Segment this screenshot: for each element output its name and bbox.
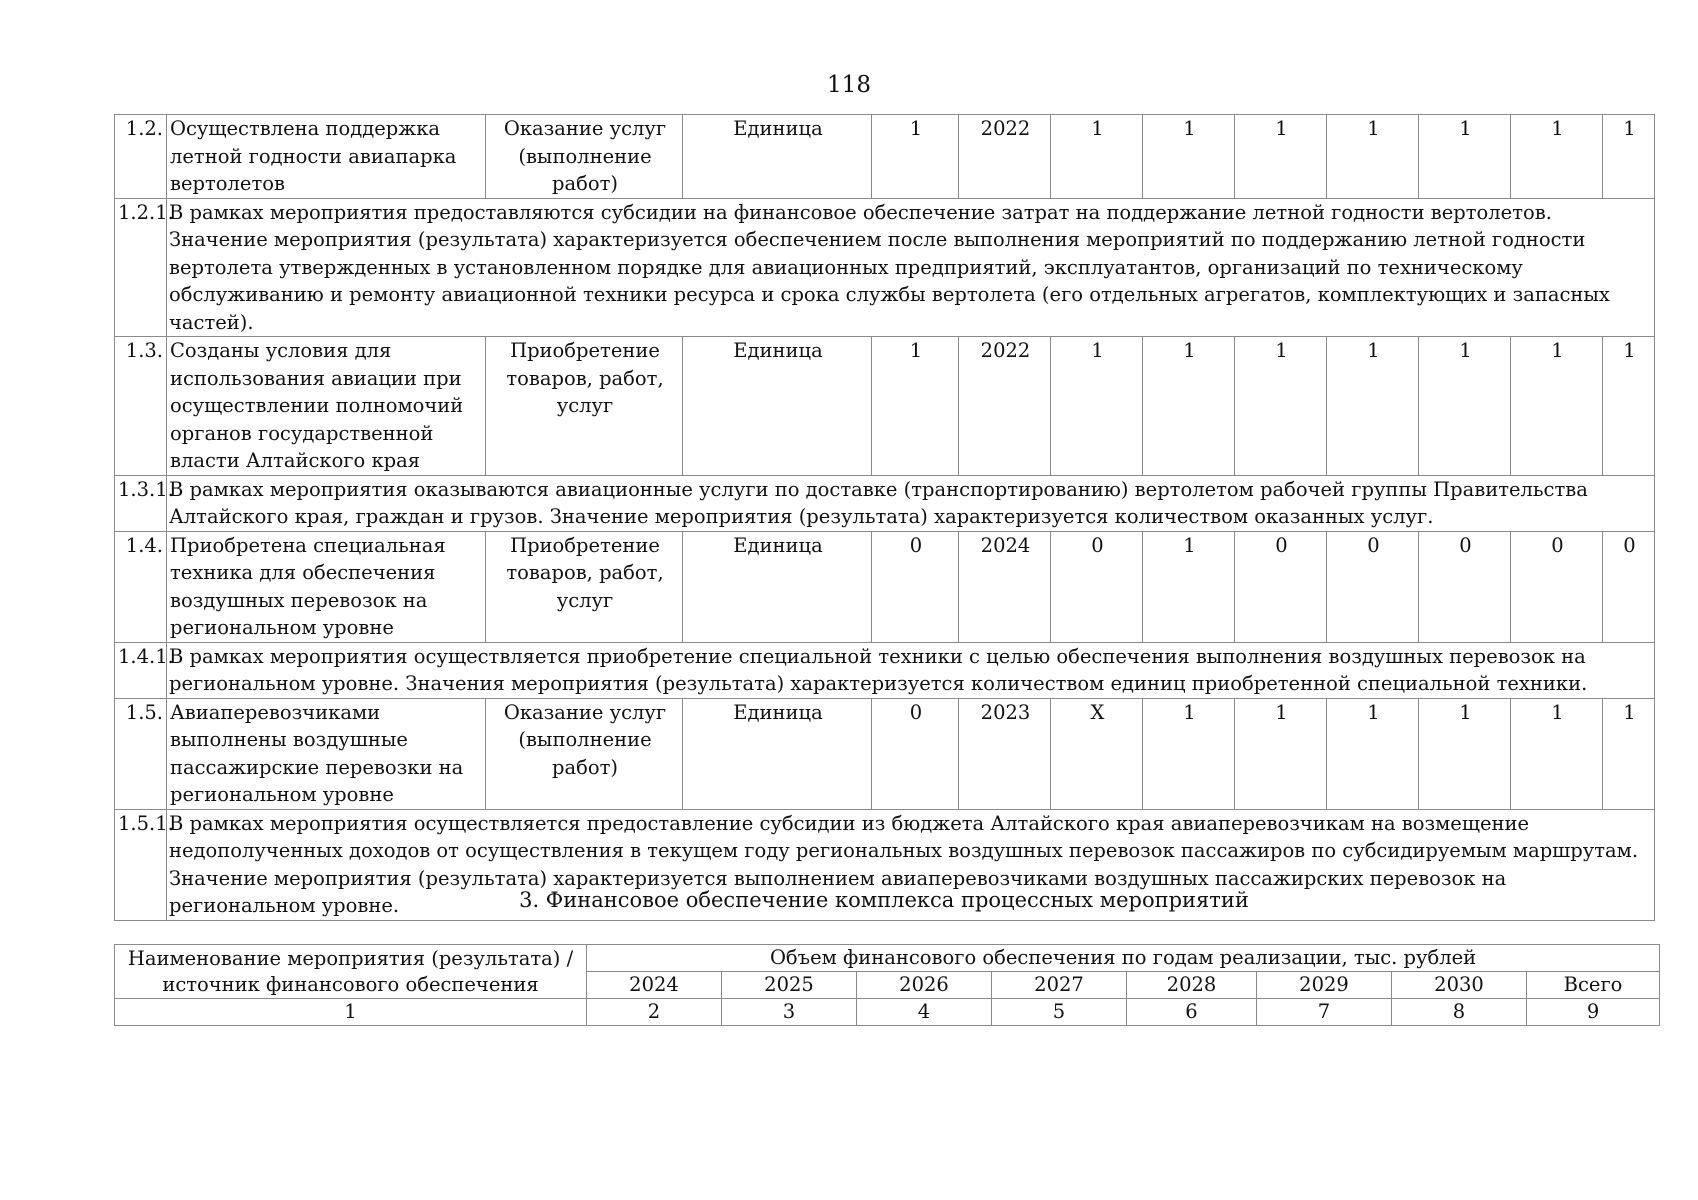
result-number: 1.4. [115,531,167,642]
result-type: Оказание услуг (выполнение работ) [486,115,683,199]
result-year-value: 1 [1327,337,1419,476]
result-description-row [115,198,1655,337]
description-number: 1.2.1. [115,198,167,337]
result-unit: Единица [683,115,872,199]
result-base-year: 2023 [959,698,1051,809]
finance-name-header: Наименование мероприятия (результата) / источник финансового обеспечения [115,945,587,999]
result-name: Созданы условия для использования авиации при осуществлении полномочий органов государственной власти Алтайского края [167,337,486,476]
finance-year-header: 2027 [992,972,1127,999]
result-year-value: 1 [1511,115,1603,199]
section-title: 3. Финансовое обеспечение комплекса процессных мероприятий [519,888,1249,912]
result-year-value: 1 [1419,337,1511,476]
result-name: Авиаперевозчиками выполнены воздушные пассажирские перевозки на региональном уровне [167,698,486,809]
result-base-value: 1 [872,337,959,476]
result-year-value: 1 [1603,115,1655,199]
finance-column-number: 7 [1257,999,1392,1026]
description-number: 1.5.1. [115,809,167,920]
result-year-value: 1 [1143,115,1235,199]
result-description: В рамках мероприятия оказываются авиационные услуги по доставке (транспортированию) вертолетом рабочей группы Правительства Алтайского края, граждан и грузов. Значение мероприятия (результата) характеризуется количеством оказанных услуг. [167,475,1655,531]
result-year-value: X [1051,698,1143,809]
result-year-value: 1 [1327,115,1419,199]
result-type: Приобретение товаров, работ, услуг [486,531,683,642]
result-year-value: 1 [1235,698,1327,809]
finance-year-header: 2024 [587,972,722,999]
result-unit: Единица [683,531,872,642]
finance-year-header: 2025 [722,972,857,999]
finance-year-header: 2026 [857,972,992,999]
finance-column-number: 4 [857,999,992,1026]
result-description: В рамках мероприятия предоставляются субсидии на финансовое обеспечение затрат на поддержание летной годности вертолетов. Значение мероприятия (результата) характеризуется обеспечением после выполнения мероприятий по поддержанию летной годности вертолета утвержденных в установленном порядке для авиационных предприятий, эксплуатантов, организаций по техническому обслуживанию и ремонту авиационной техники ресурса и срока службы вертолета (его отдельных агрегатов, комплектующих и запасных частей). [167,198,1655,337]
result-year-value: 1 [1051,115,1143,199]
result-year-value: 1 [1511,337,1603,476]
finance-group-header: Объем финансового обеспечения по годам реализации, тыс. рублей [587,945,1660,972]
result-type: Приобретение товаров, работ, услуг [486,337,683,476]
finance-column-number: 9 [1527,999,1660,1026]
result-description-row [115,475,1655,531]
result-year-value: 0 [1603,531,1655,642]
result-base-year: 2022 [959,337,1051,476]
result-base-value: 1 [872,115,959,199]
finance-year-header: 2030 [1392,972,1527,999]
description-number: 1.4.1. [115,642,167,698]
result-name: Осуществлена поддержка летной годности авиапарка вертолетов [167,115,486,199]
finance-table [114,944,1660,1026]
result-year-value: 0 [1419,531,1511,642]
result-number: 1.5. [115,698,167,809]
finance-column-number: 5 [992,999,1127,1026]
result-unit: Единица [683,337,872,476]
result-year-value: 1 [1143,531,1235,642]
result-description: В рамках мероприятия осуществляется приобретение специальной техники с целью обеспечения выполнения воздушных перевозок на региональном уровне. Значения мероприятия (результата) характеризуется количеством единиц приобретенной специальной техники. [167,642,1655,698]
result-year-value: 0 [1235,531,1327,642]
description-number: 1.3.1. [115,475,167,531]
result-number: 1.3. [115,337,167,476]
result-year-value: 1 [1327,698,1419,809]
result-base-year: 2024 [959,531,1051,642]
result-row [115,337,1655,476]
result-year-value: 1 [1511,698,1603,809]
finance-column-number: 6 [1127,999,1257,1026]
result-year-value: 1 [1143,337,1235,476]
result-base-value: 0 [872,531,959,642]
result-name: Приобретена специальная техника для обеспечения воздушных перевозок на региональном уровне [167,531,486,642]
finance-year-header: 2028 [1127,972,1257,999]
finance-column-number: 2 [587,999,722,1026]
result-row [115,115,1655,199]
result-year-value: 1 [1051,337,1143,476]
result-description-row [115,642,1655,698]
result-number: 1.2. [115,115,167,199]
result-unit: Единица [683,698,872,809]
result-year-value: 1 [1143,698,1235,809]
result-row [115,531,1655,642]
result-year-value: 1 [1419,115,1511,199]
finance-column-number: 3 [722,999,857,1026]
result-row [115,698,1655,809]
results-table [114,114,1655,921]
result-year-value: 1 [1603,337,1655,476]
result-year-value: 1 [1419,698,1511,809]
result-type: Оказание услуг (выполнение работ) [486,698,683,809]
result-year-value: 0 [1511,531,1603,642]
result-base-value: 0 [872,698,959,809]
result-description: В рамках мероприятия осуществляется предоставление субсидии из бюджета Алтайского края авиаперевозчикам на возмещение недополученных доходов от осуществления в текущем году региональных воздушных перевозок пассажиров по субсидируемым маршрутам. Значение мероприятия (результата) характеризуется выполнением авиаперевозчиками воздушных пассажирских перевозок на региональном уровне. [167,809,1655,920]
result-year-value: 1 [1603,698,1655,809]
finance-column-number: 1 [115,999,587,1026]
result-year-value: 0 [1327,531,1419,642]
finance-column-number: 8 [1392,999,1527,1026]
finance-year-header: Всего [1527,972,1660,999]
result-year-value: 1 [1235,337,1327,476]
result-year-value: 0 [1051,531,1143,642]
result-year-value: 1 [1235,115,1327,199]
page-number: 118 [827,72,871,98]
finance-year-header: 2029 [1257,972,1392,999]
result-base-year: 2022 [959,115,1051,199]
